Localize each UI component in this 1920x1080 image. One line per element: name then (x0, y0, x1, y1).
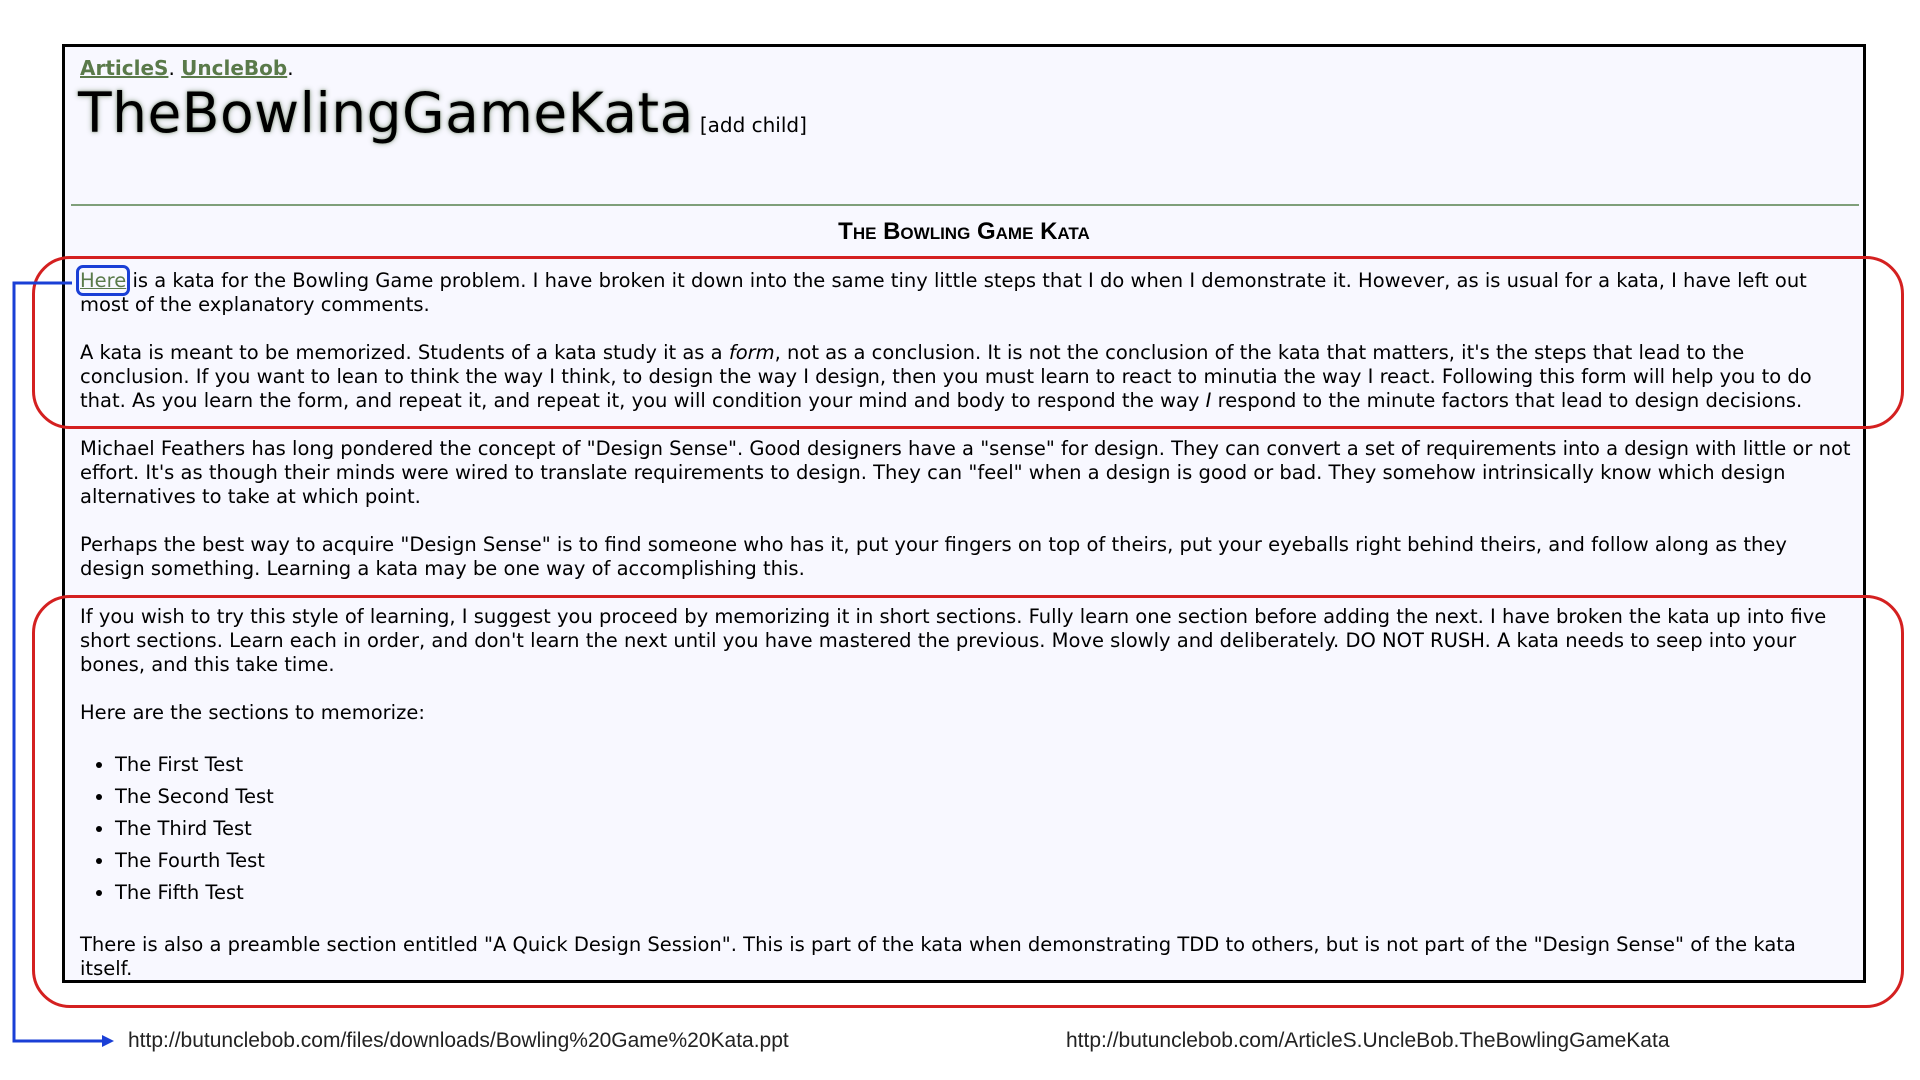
paragraph: If you wish to try this style of learning, I suggest you proceed by memorizing it in short sections. Fully learn one section before adding the next. I have broken the kata up into five short sections. Learn each in order, and don't learn the next until you have mastered the previous. Move slowly and deliberately. DO NOT RUSH. A kata needs to seep into your bones, and this take time. (80, 605, 1827, 676)
paragraph-text: A kata is meant to be memorized. Students of a kata study it as a (80, 341, 729, 364)
page-url-caption: http://butunclebob.com/ArticleS.UncleBob.TheBowlingGameKata (1066, 1029, 1670, 1052)
list-item: • The Third Test (115, 813, 1853, 845)
emphasis: I (1205, 389, 1212, 412)
paragraph: Here are the sections to memorize: (80, 701, 425, 724)
paragraph: Michael Feathers has long pondered the concept of "Design Sense". Good designers have a "sense" for design. They can convert a set of requirements into a design with little or not effort. It's as though their minds were wired to translate requirements to design. They can "feel" when a design is good or bad. They somehow intrinsically know which design alternatives to take at which point. (80, 437, 1851, 508)
paragraph: There is also a preamble section entitled "A Quick Design Session". This is part of the kata when demonstrating TDD to others, but is not part of the "Design Sense" of the kata itself. (80, 933, 1796, 980)
arrowhead-icon (102, 1035, 114, 1047)
download-url-caption: http://butunclebob.com/files/downloads/Bowling%20Game%20Kata.ppt (128, 1029, 789, 1052)
breadcrumb-separator: . (287, 56, 294, 80)
list-item: • The Second Test (115, 781, 1853, 813)
add-child-link[interactable]: [add child] (699, 113, 807, 137)
page-title-text: TheBowlingGameKata (78, 81, 694, 145)
paragraph-text: respond to the minute factors that lead to design decisions. (1211, 389, 1803, 412)
list-item: • The Fifth Test (115, 877, 1853, 909)
paragraph-text: , not as a conclusion. It is not the conclusion of the kata that matters, it's the steps that lead to the conclusion. If you want to lean to think the way I think, to design the way I design, then you must learn to react to minutia the way I react. Following this form will help you to do that. As you learn the form, and repeat it, and repeat it, you will condition your mind and body to respond the way (80, 341, 1812, 412)
section-heading: The Bowling Game Kata (838, 218, 1090, 245)
paragraph-text: is a kata for the Bowling Game problem. I have broken it down into the same tiny little steps that I do when I demonstrate it. However, as is usual for a kata, I have left out most of the explanatory comments. (80, 269, 1807, 316)
here-download-link[interactable]: Here (80, 269, 127, 292)
breadcrumb-link-articles[interactable]: ArticleS (80, 56, 169, 80)
pointer-line (14, 283, 106, 1041)
list-item: • The First Test (115, 749, 1853, 781)
breadcrumb-link-unclebob[interactable]: UncleBob (181, 56, 288, 80)
emphasis: form (728, 341, 775, 364)
breadcrumb-separator: . (168, 56, 175, 80)
list-item: • The Fourth Test (115, 845, 1853, 877)
paragraph: Perhaps the best way to acquire "Design Sense" is to find someone who has it, put your fingers on top of theirs, put your eyeballs right behind theirs, and follow along as they design something. Learning a kata may be one way of accomplishing this. (80, 533, 1787, 580)
